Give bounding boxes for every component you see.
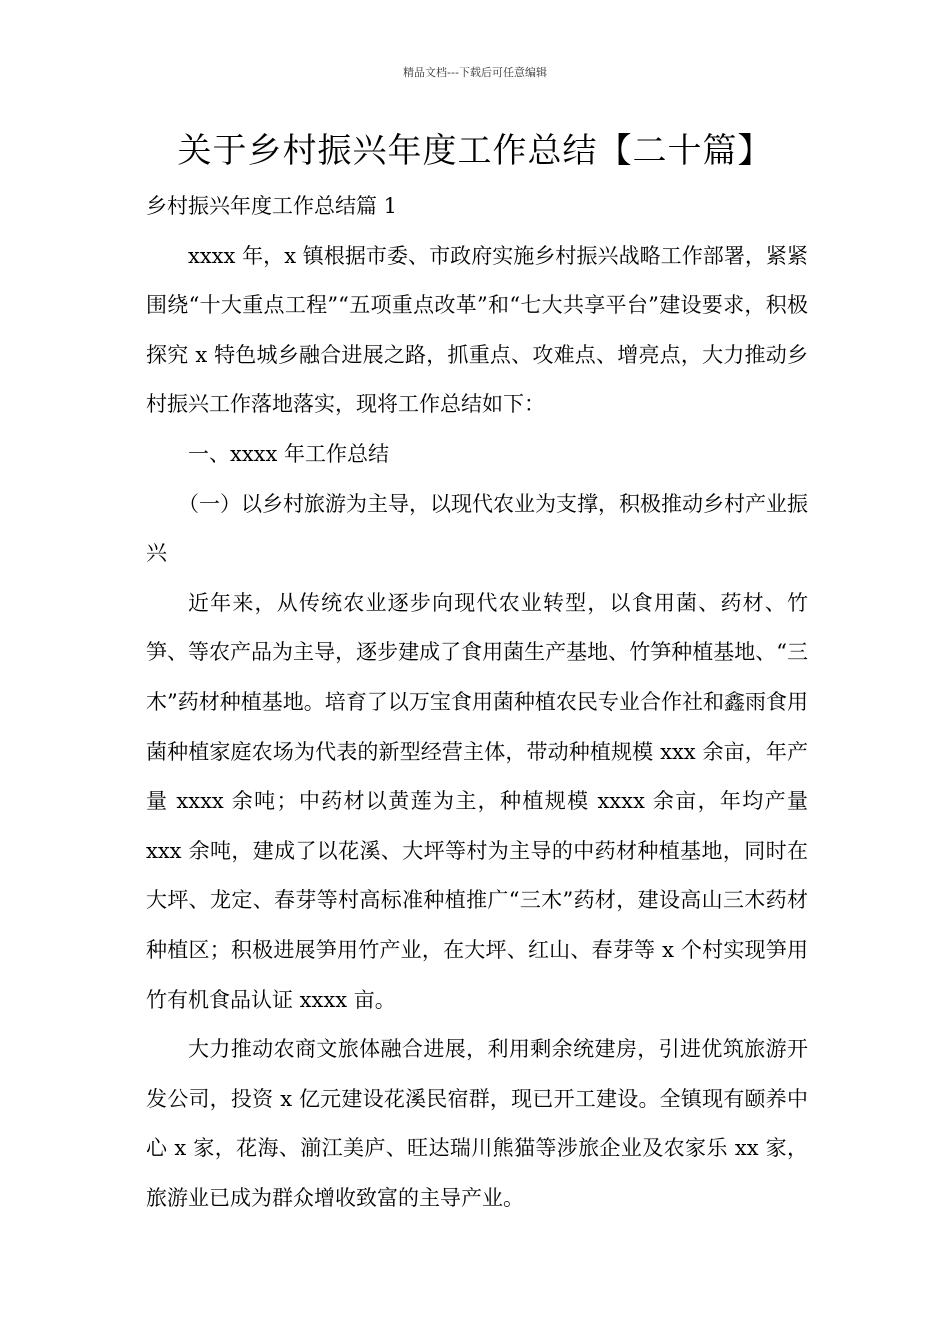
- document-body: [146, 182, 808, 1223]
- paragraph-agriculture: 近年来，从传统农业逐步向现代农业转型，以食用菌、药材、竹笋、等农产品为主导，逐步建成了食用菌生产基地、竹笋种植基地、“三木”药材种植基地。培育了以万宝食用菌种植农民专业合作社和鑫雨食用菌种植家庭农场为代表的新型经营主体，带动种植规模 xxx 余亩，年产量 xxxx 余吨；中药材以黄莲为主，种植规模 xxxx 余亩，年均产量 xxx 余吨，建成了以花溪、大坪等村为主导的中药材种植基地，同时在大坪、龙定、春芽等村高标准种植推广“三木”药材，建设高山三木药材种植区；积极进展笋用竹产业，在大坪、红山、春芽等 x 个村实现笋用竹有机食品认证 xxxx 亩。: [146, 590, 808, 1012]
- heading-level-1: 一、xxxx 年工作总结: [188, 441, 390, 466]
- heading-level-2: （一）以乡村旅游为主导，以现代农业为支撑，积极推动乡村产业振兴: [146, 491, 808, 566]
- section-title: 乡村振兴年度工作总结篇 1: [146, 194, 398, 218]
- header-note: 精品文档---下载后可任意编辑: [403, 66, 547, 79]
- paragraph-tourism: 大力推动农商文旅体融合进展，利用剩余统建房，引进优筑旅游开发公司，投资 x 亿元建设花溪民宿群，现已开工建设。全镇现有颐养中心 x 家，花海、湔江美庐、旺达瑞川熊猫等涉旅企业及农家乐 xx 家，旅游业已成为群众增收致富的主导产业。: [146, 1037, 808, 1210]
- document-title: 关于乡村振兴年度工作总结【二十篇】: [177, 131, 773, 171]
- paragraph-intro: xxxx 年，x 镇根据市委、市政府实施乡村振兴战略工作部署，紧紧围绕“十大重点工程”“五项重点改革”和“七大共享平台”建设要求，积极探究 x 特色城乡融合进展之路，抓重点、攻难点、增亮点，大力推动乡村振兴工作落地落实，现将工作总结如下：: [146, 243, 808, 417]
